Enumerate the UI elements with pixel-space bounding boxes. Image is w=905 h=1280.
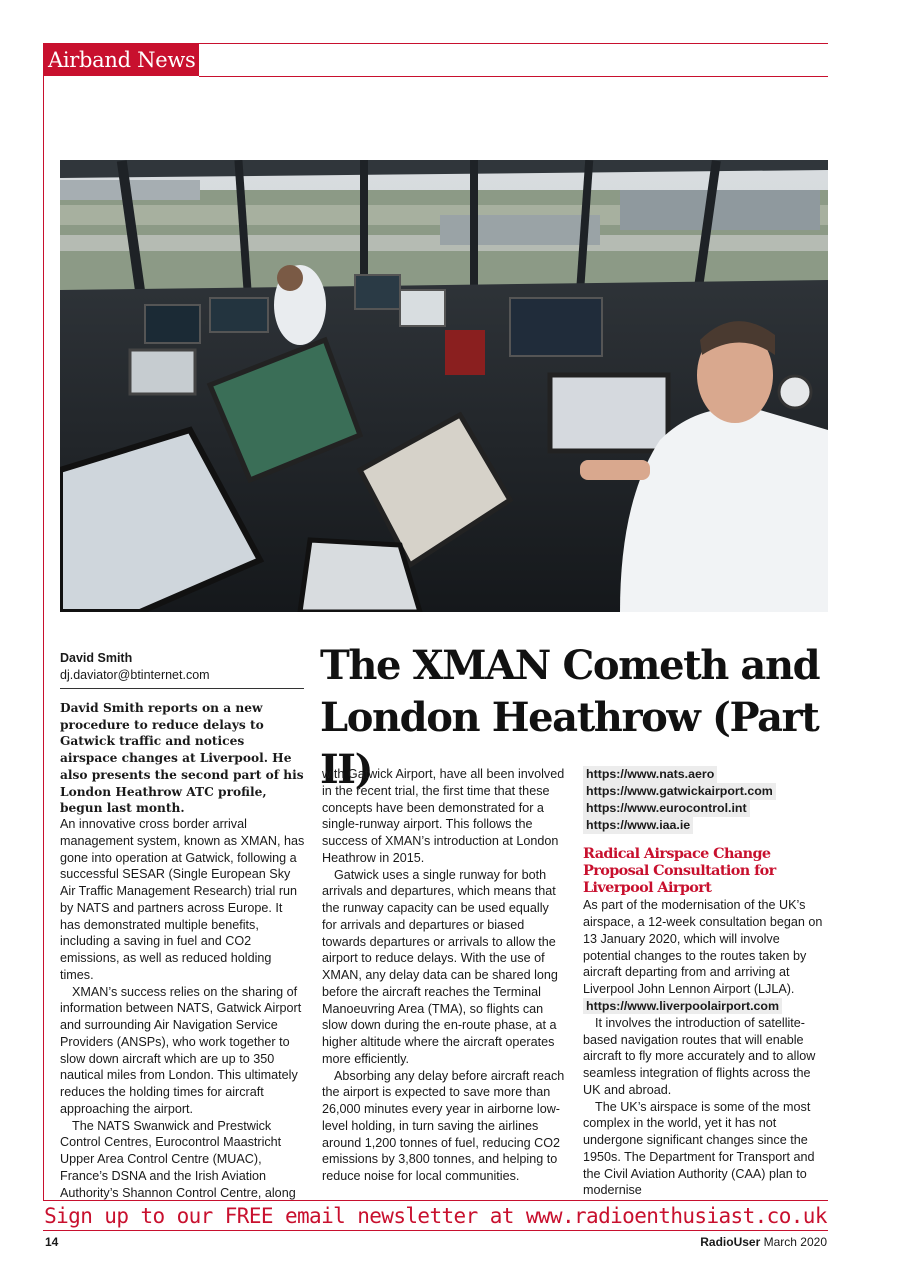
left-rule <box>43 43 44 1200</box>
subheading-liverpool <box>583 846 829 896</box>
footer-rule-top <box>43 1200 828 1201</box>
paragraph: As part of the modernisation of the UK’s airspace, a 12-week consultation began on 13 January 2020, which will involve potential changes to the routes taken by aircraft departing from and arriving at Liverpool John Lennon Airport (LJLA). <box>583 898 823 997</box>
paragraph: The UK’s airspace is some of the most complex in the world, yet it has not undergone significant changes since the 1950s. The Department for Transport and the Civil Aviation Authority (CAA) plan to modernise <box>583 1099 815 1198</box>
author-email[interactable]: dj.daviator@btinternet.com <box>60 668 210 682</box>
subheading-line: Liverpool Airport <box>583 878 712 896</box>
author-name: David Smith <box>60 651 133 665</box>
photo-illustration <box>60 160 828 612</box>
link-iaa[interactable]: https://www.iaa.ie <box>583 817 693 834</box>
atc-tower-photo <box>60 160 828 612</box>
link-list <box>583 766 829 834</box>
link-liverpool-airport[interactable]: https://www.liverpoolairport.com <box>583 998 782 1015</box>
byline <box>60 650 304 689</box>
subheading-line: Radical Airspace Change <box>583 845 771 862</box>
headline-line-2: London Heathrow (Part II) <box>320 694 819 793</box>
body-column-3 <box>583 766 829 1199</box>
link-nats[interactable]: https://www.nats.aero <box>583 766 717 783</box>
link-gatwick[interactable]: https://www.gatwickairport.com <box>583 783 776 800</box>
paragraph: Gatwick uses a single runway for both arrivals and departures, which means that the runway capacity can be used equally for arrivals and departures or biased towards departures or arrivals to allow the airport to reduce delays. With the use of XMAN, any delay data can be shared long before the aircraft reaches the Terminal Manoeuvring Area (TMA), so flights can slow down during the en-route phase, at a higher altitude where the aircraft operates more efficiently. <box>322 867 558 1066</box>
byline-divider <box>60 688 304 689</box>
paragraph: Absorbing any delay before aircraft reach the airport is expected to save more than 26,000 minutes every year in airborne low-level holding, in turn saving the airlines around 1,200 tonnes of fuel, reducing CO2 emissions by 3,800 tonnes, and helping to reduce noise for local communities. <box>322 1068 565 1183</box>
headline-line-1: The XMAN Cometh and <box>320 642 820 689</box>
newsletter-signup-banner[interactable]: Sign up to our FREE email newsletter at www.radioenthusiast.co.uk <box>44 1204 827 1228</box>
tab-rule <box>199 76 828 77</box>
link-eurocontrol[interactable]: https://www.eurocontrol.int <box>583 800 750 817</box>
magazine-name: RadioUser <box>700 1235 761 1249</box>
paragraph: XMAN’s success relies on the sharing of information between NATS, Gatwick Airport and surrounding Air Navigation Service Providers (ANSPs), who work together to slow down aircraft which are up to 350 nautical miles from London. This ultimately reduces the holding times for aircraft approaching the airport. <box>60 984 302 1116</box>
paragraph: It involves the introduction of satellite-based navigation routes that will enable aircraft to fly more accurately and to allow seamless integration of flights across the UK and abroad. <box>583 1015 816 1097</box>
footer-rule-bottom <box>43 1230 828 1231</box>
standfirst: David Smith reports on a new procedure to reduce delays to Gatwick traffic and notices airspace changes at Liverpool. He also presents the second part of his London Heathrow ATC profile, begun last month. <box>60 701 304 816</box>
paragraph: with Gatwick Airport, have all been involved in the recent trial, the first time that these concepts have been demonstrated for a single-runway airport. This follows the success of XMAN’s introduction at London Heathrow in 2015. <box>322 767 565 865</box>
subheading-line: Proposal Consultation for <box>583 861 776 879</box>
body-column-1 <box>60 816 305 1201</box>
issue-date: March 2020 <box>763 1235 827 1249</box>
section-tab: Airband News <box>43 44 199 76</box>
magazine-footer <box>700 1235 827 1249</box>
paragraph: The NATS Swanwick and Prestwick Control Centres, Eurocontrol Maastricht Upper Area Control Centre (MUAC), France’s DSNA and the Irish Aviation Authority’s Shannon Control Centre, along <box>60 1118 296 1200</box>
page-number: 14 <box>45 1235 59 1249</box>
body-column-2 <box>322 766 567 1185</box>
paragraph: An innovative cross border arrival management system, known as XMAN, has gone into operation at Gatwick, following a successful SESAR (Single European Sky Air Traffic Management Research) trial run by NATS and partners across Europe. It has demonstrated multiple benefits, including a saving in fuel and CO2 emissions, as well as reduced holding times. <box>60 817 305 982</box>
